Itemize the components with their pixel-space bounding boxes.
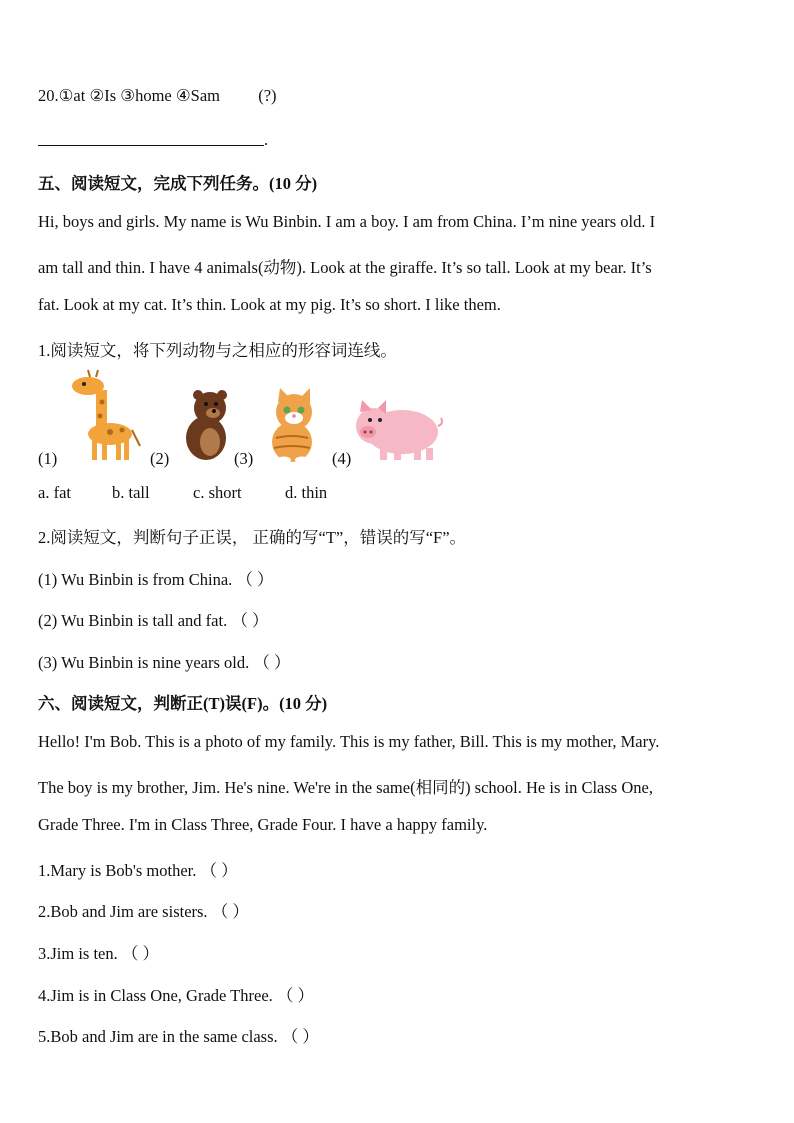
option-c: c. short bbox=[193, 483, 242, 502]
option-a: a. fat bbox=[38, 483, 71, 502]
bear-icon bbox=[180, 390, 230, 462]
answer-blank[interactable]: （ ） bbox=[211, 902, 249, 921]
statement-text: 4.Jim is in Class One, Grade Three. bbox=[38, 986, 273, 1005]
answer-blank[interactable]: （ ） bbox=[231, 611, 269, 630]
task-1-instruction: 1.阅读短文，将下列动物与之相应的形容词连线。 bbox=[38, 341, 397, 360]
statement-text: 3.Jim is ten. bbox=[38, 944, 118, 963]
answer-blank[interactable]: （ ） bbox=[121, 944, 160, 963]
passage-2-line-3: Grade Three. I'm in Class Three, Grade Four. I have a happy family. bbox=[38, 815, 488, 834]
cat-icon bbox=[262, 388, 324, 464]
passage-2-line-1: Hello! I'm Bob. This is a photo of my family. This is my father, Bill. This is my mother, Mary. bbox=[38, 732, 660, 751]
statement-5-3 bbox=[38, 649, 290, 673]
question-20-words: 20.①at ②Is ③home ④Sam bbox=[38, 86, 220, 105]
statement-6-5 bbox=[38, 1023, 319, 1047]
statement-text: (2) Wu Binbin is tall and fat. bbox=[38, 611, 228, 630]
passage-1-line-2: am tall and thin. I have 4 animals(动物). Look at the giraffe. It’s so tall. Look at my bear. It’s bbox=[38, 258, 652, 277]
option-b: b. tall bbox=[112, 483, 150, 502]
statement-text: (3) Wu Binbin is nine years old. bbox=[38, 653, 250, 672]
animal-label-4: (4) bbox=[332, 449, 352, 468]
animal-label-3: (3) bbox=[234, 449, 254, 468]
answer-blank[interactable]: （ ） bbox=[276, 986, 315, 1005]
question-mark: (?) bbox=[258, 86, 277, 105]
statement-text: 5.Bob and Jim are in the same class. bbox=[38, 1027, 278, 1046]
passage-2-line-2: The boy is my brother, Jim. He's nine. We're in the same(相同的) school. He is in Class One, bbox=[38, 778, 653, 797]
pig-icon bbox=[352, 398, 444, 462]
statement-text: (1) Wu Binbin is from China. bbox=[38, 570, 233, 589]
statement-5-1 bbox=[38, 566, 274, 590]
answer-blank[interactable]: （ ） bbox=[200, 861, 238, 880]
animal-label-2: (2) bbox=[150, 449, 170, 468]
answer-blank[interactable]: （ ） bbox=[281, 1027, 319, 1046]
statement-6-4 bbox=[38, 982, 314, 1006]
statement-6-3 bbox=[38, 940, 159, 964]
answer-blank[interactable]: （ ） bbox=[253, 653, 291, 672]
statement-6-2 bbox=[38, 898, 249, 922]
animal-label-1: (1) bbox=[38, 449, 58, 468]
statement-text: 2.Bob and Jim are sisters. bbox=[38, 902, 208, 921]
passage-1-line-3: fat. Look at my cat. It’s thin. Look at my pig. It’s so short. I like them. bbox=[38, 295, 501, 314]
option-d: d. thin bbox=[285, 483, 328, 502]
question-20 bbox=[38, 86, 277, 106]
answer-blank[interactable]: （ ） bbox=[236, 570, 274, 589]
answer-line[interactable] bbox=[38, 145, 264, 146]
giraffe-icon bbox=[66, 368, 142, 464]
statement-text: 1.Mary is Bob's mother. bbox=[38, 861, 197, 880]
statement-5-2 bbox=[38, 607, 268, 631]
statement-6-1 bbox=[38, 857, 238, 881]
section-6-heading: 六、阅读短文，判断正(T)误(F)。(10 分) bbox=[38, 694, 328, 713]
passage-1-line-1: Hi, boys and girls. My name is Wu Binbin. I am a boy. I am from China. I’m nine years old. I bbox=[38, 212, 656, 231]
answer-period: . bbox=[264, 130, 269, 149]
section-5-heading: 五、阅读短文，完成下列任务。(10 分) bbox=[38, 174, 318, 193]
task-2-instruction: 2.阅读短文，判断句子正误， 正确的写“T”，错误的写“F”。 bbox=[38, 528, 467, 547]
